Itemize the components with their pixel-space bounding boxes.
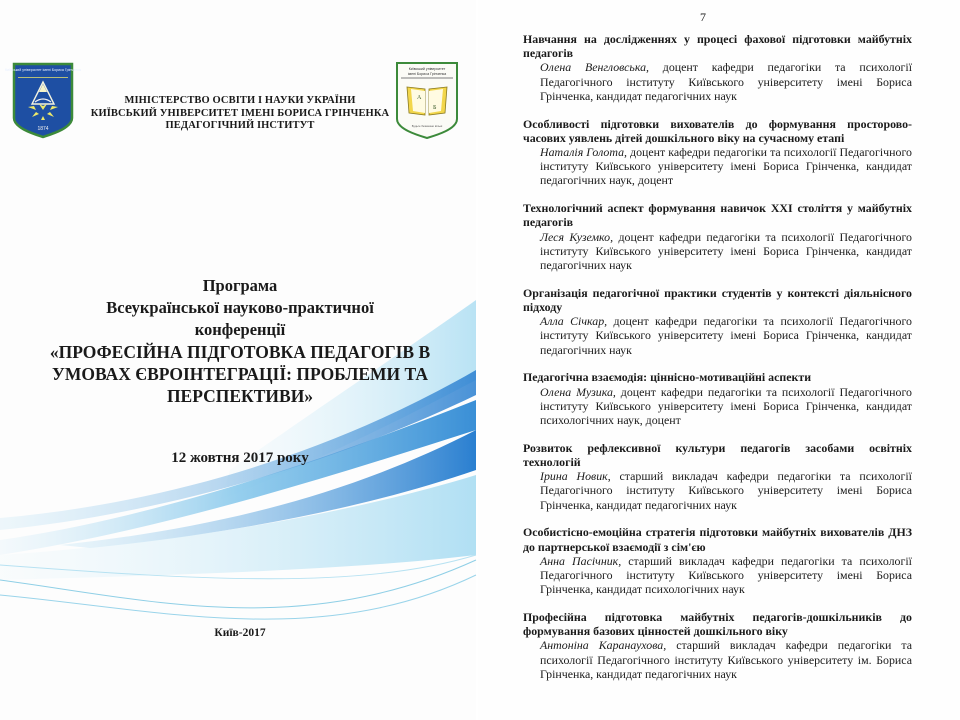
title-conference-word: конференції — [194, 320, 286, 339]
wave-line-2 — [0, 575, 476, 619]
svg-text:імені Бориса Грінченка: імені Бориса Грінченка — [407, 72, 447, 76]
program-entry — [523, 201, 912, 272]
speaker-details: , старший викладач кафедри педагогіки та психології Педагогічного інституту Київського університету імені Бориса Грінченка, кандидат педагогічних наук — [540, 469, 912, 512]
program-list — [523, 32, 912, 695]
cover-title — [40, 275, 440, 407]
logo-year: 1874 — [37, 126, 49, 132]
speaker-info — [523, 314, 912, 357]
cover-page — [0, 0, 476, 720]
talk-title: Особливості підготовки вихователів до формування просторово-часових уявлень дітей дошкільного віку на сучасному етапі — [523, 116, 912, 145]
speaker-details: доцент кафедри педагогіки та психології Педагогічного інституту Київського університету імені Бориса Грінченка, кандидат педагогічних наук — [540, 229, 912, 273]
speaker-details: доцент кафедри педагогіки та психології Педагогічного інституту Київського університету імені Бориса Грінченка, кандидат педагогічних наук — [540, 60, 912, 103]
program-entry — [523, 441, 912, 512]
conference-name-line-3: ПЕРСПЕКТИВИ» — [166, 386, 314, 406]
speaker-name: Анна Пасічник, — [540, 553, 622, 568]
speaker-info — [523, 469, 912, 512]
talk-title: Розвиток рефлексивної культури педагогів засобами освітніх технологій — [523, 440, 912, 470]
conference-date: 12 жовтня 2017 року — [171, 450, 309, 466]
speaker-name: Олена Музика, — [540, 384, 616, 399]
talk-title: Професійна підготовка майбутніх педагогів-дошкільників до формування базових цінностей дошкільного віку — [523, 610, 912, 639]
svg-text:Київський університет: Київський університет — [408, 67, 446, 71]
speaker-name: Леся Куземко, — [540, 229, 614, 244]
program-entry — [523, 370, 912, 427]
speaker-info — [523, 554, 912, 597]
conference-name-line-2: УМОВАХ ЄВРОІНТЕГРАЦІЇ: ПРОБЛЕМИ ТА — [52, 364, 428, 384]
talk-title: Навчання на дослідженнях у процесі фахової підготовки майбутніх педагогів — [523, 32, 912, 61]
speaker-info — [523, 638, 912, 681]
speaker-info — [523, 230, 912, 273]
speaker-name: Олена Венгловська, — [540, 60, 650, 75]
university-line: КИЇВСЬКИЙ УНІВЕРСИТЕТ ІМЕНІ БОРИСА ГРІНЧЕНКА — [90, 107, 390, 119]
title-conference-type: Всеукраїнської науково-практичної — [106, 298, 374, 317]
ministry-header — [80, 95, 400, 133]
speaker-name: Ірина Новик — [540, 469, 608, 484]
speaker-name: Антоніна Каранаухова, — [540, 638, 667, 653]
speaker-name: Наталія Голота, — [540, 145, 627, 160]
title-program: Програма — [202, 276, 278, 295]
program-entry — [523, 286, 912, 357]
speaker-details: доцент кафедри педагогіки та психології Педагогічного інституту Київського університету імені Бориса Грінченка, кандидат психологічних наук, доцент — [540, 384, 912, 428]
program-entry — [523, 610, 912, 681]
talk-title: Педагогічна взаємодія: ціннісно-мотиваційні аспекти — [523, 370, 812, 385]
speaker-details: старший викладач кафедри педагогіки та психології Педагогічного інституту Київського університету імені Бориса Грінченка, кандидат психологічних наук — [540, 553, 912, 597]
speaker-details: старший викладач кафедри педагогіки та психології Педагогічного інституту Київського університету ім. Бориса Грінченка, кандидат педагогічних наук — [540, 638, 912, 681]
conference-name-line-1: «ПРОФЕСІЙНА ПІДГОТОВКА ПЕДАГОГІВ В — [49, 342, 431, 362]
city-year: Київ-2017 — [214, 627, 266, 639]
speaker-info — [523, 60, 912, 103]
speaker-info — [523, 385, 912, 428]
talk-title: Організація педагогічної практики студентів у контексті діяльнісного підходу — [523, 285, 912, 315]
ministry-line: МІНІСТЕРСТВО ОСВІТИ І НАУКИ УКРАЇНИ — [124, 95, 356, 106]
talk-title: Особистісно-емоційна стратегія підготовки майбутніх вихователів ДНЗ до партнерської взаємодії з сім'єю — [523, 525, 912, 554]
program-entry — [523, 32, 912, 103]
logo-motto: Будьте безмежно вільні — [411, 124, 443, 128]
svg-text:Б: Б — [433, 105, 437, 111]
institute-shield-logo — [395, 61, 459, 139]
speaker-name: Алла Січкар, — [540, 314, 608, 329]
logo-caption: Київський університет імені Бориса Грінченка — [5, 68, 81, 72]
talk-title: Технологічний аспект формування навичок ХХІ століття у майбутніх педагогів — [523, 201, 912, 230]
speaker-info — [523, 145, 912, 188]
speaker-details: доцент кафедри педагогіки та психології Педагогічного інституту Київського університету імені Бориса Грінченка, кандидат педагогічних наук, доцент — [540, 145, 913, 188]
university-shield-logo — [5, 62, 81, 138]
program-entry — [523, 117, 912, 188]
speaker-details: доцент кафедри педагогіки та психології Педагогічного інституту Київського університету імені Бориса Грінченка, кандидат педагогічних наук — [540, 314, 913, 357]
page-number: 7 — [700, 10, 706, 24]
program-entry — [523, 525, 912, 596]
svg-text:А: А — [417, 95, 422, 101]
institute-line: ПЕДАГОГІЧНИЙ ІНСТИТУТ — [165, 120, 315, 131]
